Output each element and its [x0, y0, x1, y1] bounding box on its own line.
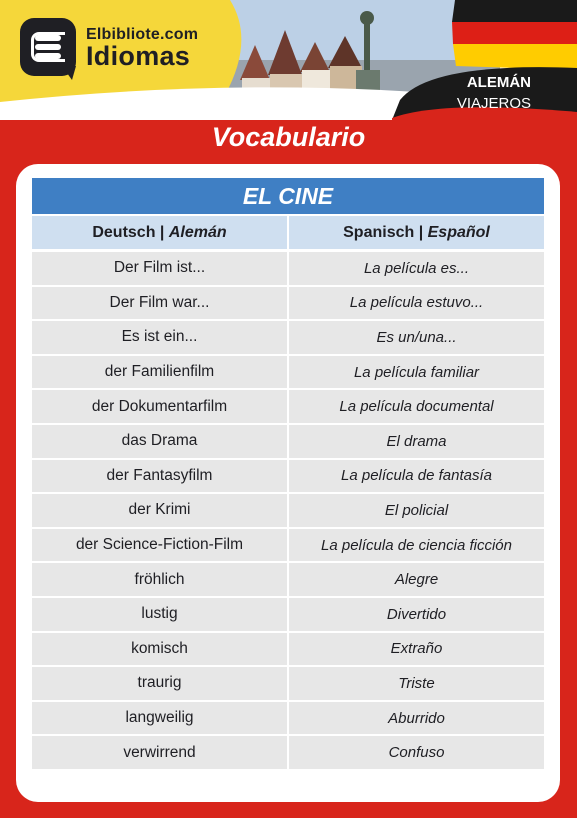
german-term: der Familienfilm — [32, 356, 287, 389]
table-row — [32, 598, 544, 631]
table-row — [32, 252, 544, 285]
germany-flag-icon — [452, 0, 577, 70]
brand-title: Idiomas — [86, 41, 191, 71]
table-row — [32, 494, 544, 527]
german-term: Der Film ist... — [32, 252, 287, 285]
spanish-term: Divertido — [289, 598, 544, 631]
column-header-spanish-accent: Español — [427, 223, 490, 241]
table-row — [32, 736, 544, 769]
table-row — [32, 425, 544, 458]
table-row — [32, 702, 544, 735]
speech-tail-icon — [62, 66, 76, 80]
german-term: lustig — [32, 598, 287, 631]
table-body — [32, 252, 544, 771]
german-term: der Dokumentarfilm — [32, 390, 287, 423]
badge-audience: VIAJEROS — [456, 95, 531, 112]
table-row — [32, 563, 544, 596]
spanish-term: Es un/una... — [289, 321, 544, 354]
brand-site: Elbibliote.com — [86, 26, 199, 43]
table-row — [32, 529, 544, 562]
german-term: das Drama — [32, 425, 287, 458]
spanish-term: El drama — [289, 425, 544, 458]
german-term: komisch — [32, 633, 287, 666]
german-term: der Science-Fiction-Film — [32, 529, 287, 562]
german-term: verwirrend — [32, 736, 287, 769]
table-row — [32, 667, 544, 700]
table-row — [32, 633, 544, 666]
spanish-term: Alegre — [289, 563, 544, 596]
spanish-term: Confuso — [289, 736, 544, 769]
language-badge — [436, 70, 577, 120]
spanish-term: Extraño — [289, 633, 544, 666]
column-header-german-label: Deutsch | — [92, 223, 169, 241]
spanish-term: La película es... — [289, 252, 544, 285]
german-term: traurig — [32, 667, 287, 700]
table-row — [32, 287, 544, 320]
column-header-german — [32, 216, 287, 249]
spanish-term: Aburrido — [289, 702, 544, 735]
column-header-spanish — [289, 216, 544, 249]
german-term: der Fantasyfilm — [32, 460, 287, 493]
column-header-spanish-label: Spanisch | — [343, 223, 428, 241]
spanish-term: Triste — [289, 667, 544, 700]
badge-language: ALEMÁN — [466, 74, 531, 91]
brand-logo[interactable] — [0, 0, 300, 120]
table-title: EL CINE — [32, 178, 544, 214]
german-term: Der Film war... — [32, 287, 287, 320]
column-header-german-accent: Alemán — [168, 223, 227, 241]
table-row — [32, 390, 544, 423]
german-term: langweilig — [32, 702, 287, 735]
german-term: fröhlich — [32, 563, 287, 596]
page-title: Vocabulario — [211, 122, 366, 152]
header-banner — [0, 0, 577, 120]
german-term: der Krimi — [32, 494, 287, 527]
table-header — [32, 216, 544, 249]
spanish-term: La película de fantasía — [289, 460, 544, 493]
spanish-term: La película estuvo... — [289, 287, 544, 320]
table-row — [32, 460, 544, 493]
spanish-term: La película familiar — [289, 356, 544, 389]
table-row — [32, 321, 544, 354]
spanish-term: La película de ciencia ficción — [289, 529, 544, 562]
vocabulary-card — [16, 164, 560, 802]
table-row — [32, 356, 544, 389]
german-term: Es ist ein... — [32, 321, 287, 354]
spanish-term: El policial — [289, 494, 544, 527]
spanish-term: La película documental — [289, 390, 544, 423]
